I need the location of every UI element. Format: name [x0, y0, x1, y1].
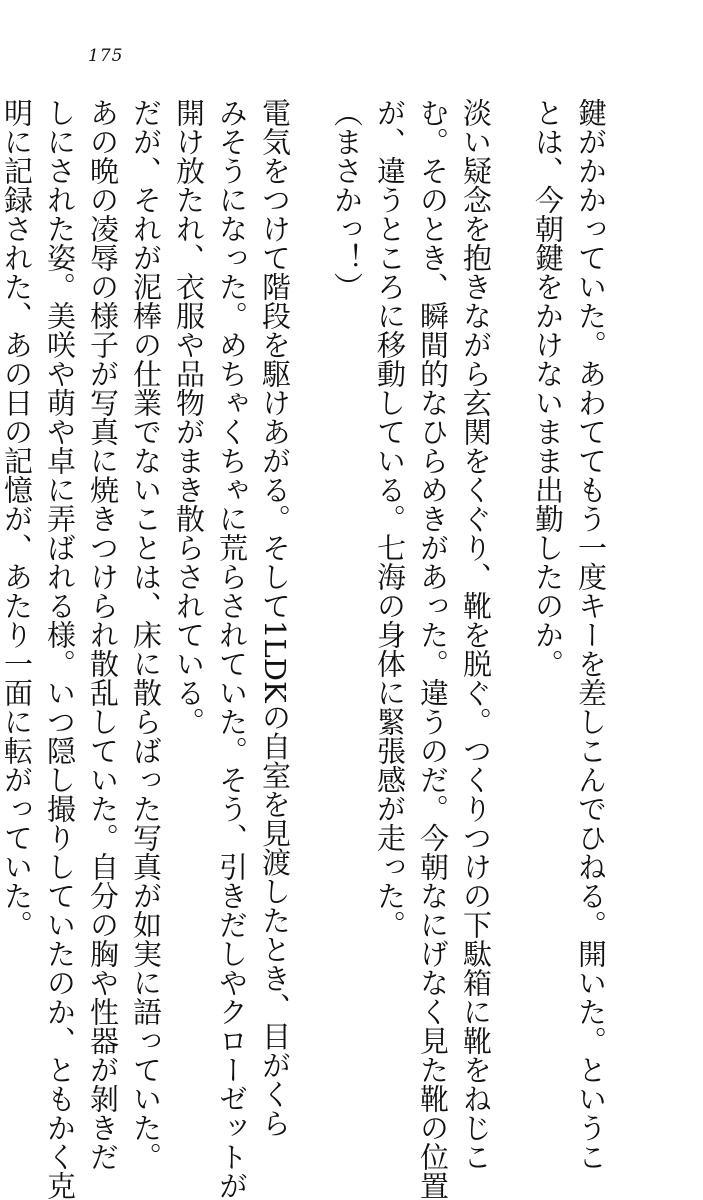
text-column: しにされた姿。美咲や萌や卓に弄ばれる様。いつ隠し撮りしていたのか、ともかく克: [43, 98, 77, 1200]
text-column: 鍵がかかっていた。あわててもう一度キーを差しこんでひねる。開いた。というこ: [574, 98, 608, 1171]
vertical-text-body: [0, 98, 641, 1200]
text-column: む。そのとき、瞬間的なひらめきがあった。違うのだ。今朝なにげなく見た靴の位置: [416, 98, 450, 1200]
text-column: 開け放たれ、衣服や品物がまき散らされている。: [172, 98, 206, 736]
text-column: が、違うところに移動している。七海の身体に緊張感が走った。: [373, 98, 407, 939]
text-column: だが、それが泥棒の仕業でないことは、床に散らばった写真が如実に語っていた。: [129, 98, 163, 1171]
text-column: 電気をつけて階段を駆けあがる。そして1LDKの自室を見渡したとき、目がくら: [258, 98, 292, 1138]
text-column: みそうになった。めちゃくちゃに荒らされていた。そう、引きだしやクローゼットが: [215, 98, 249, 1200]
text-column: あの晩の凌辱の様子が写真に焼きつけられ散乱していた。自分の胸や性器が剝きだ: [86, 98, 120, 1171]
text-column: （まさかっ！）: [330, 98, 364, 301]
text-column: とは、今朝鍵をかけないまま出勤したのか。: [531, 98, 565, 678]
text-column: 淡い疑念を抱きながら玄関をくぐり、靴を脱ぐ。つくりつけの下駄箱に靴をねじこ: [459, 98, 493, 1171]
text-column: 明に記録された、あの日の記憶が、あたり一面に転がっていた。: [0, 98, 34, 939]
page-number: 175: [88, 46, 124, 66]
